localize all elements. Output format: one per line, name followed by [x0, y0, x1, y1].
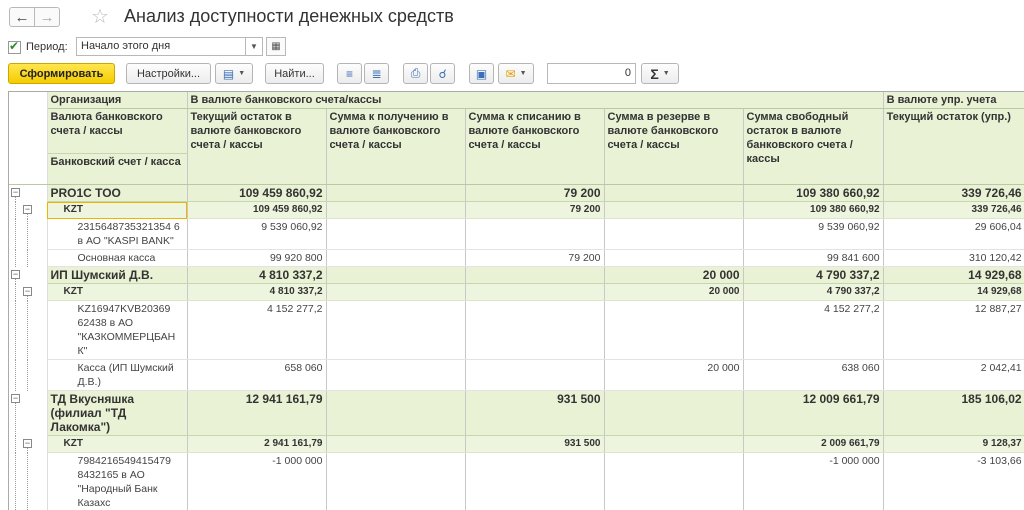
account-row[interactable] [9, 453, 1024, 510]
free-balance-cell[interactable]: 4 790 337,2 [743, 267, 883, 284]
column-group-account-currency[interactable]: В валюте банковского счета/кассы [187, 92, 883, 109]
current-balance-cell[interactable]: 4 810 337,2 [187, 267, 326, 284]
organization-row[interactable] [9, 185, 1024, 202]
star-icon[interactable]: ☆ [91, 6, 109, 28]
tree-gutter-cell [9, 360, 47, 391]
toolbar [0, 63, 1024, 85]
chevron-down-icon: ▼ [662, 70, 670, 77]
tree-gutter-cell [9, 391, 47, 436]
account-row[interactable] [9, 250, 1024, 267]
free-balance-cell[interactable]: 4 790 337,2 [743, 284, 883, 301]
free-balance-cell[interactable]: 99 841 600 [743, 250, 883, 267]
tree-gutter-cell [9, 219, 47, 250]
collapse-groups-button[interactable] [364, 63, 389, 84]
find-button[interactable]: Найти... [265, 63, 324, 84]
current-balance-mgmt-cell[interactable]: 185 106,02 [883, 391, 1024, 436]
tree-line [27, 360, 28, 391]
calendar-icon: ▦ [271, 41, 281, 52]
free-balance-cell[interactable]: 109 380 660,92 [743, 185, 883, 202]
current-balance-cell[interactable]: 658 060 [187, 360, 326, 391]
report-variant-icon: ▤ [222, 66, 235, 81]
current-balance-cell[interactable]: 109 459 860,92 [187, 202, 326, 219]
tree-gutter-cell [9, 267, 47, 284]
to-receive-cell[interactable] [326, 219, 465, 250]
to-receive-cell[interactable] [326, 185, 465, 202]
sigma-icon: Σ [650, 65, 659, 82]
back-button[interactable] [9, 7, 35, 27]
tree-gutter-cell [9, 185, 47, 202]
to-write-off-cell[interactable]: 79 200 [465, 185, 604, 202]
account-row[interactable] [9, 301, 1024, 360]
current-balance-cell[interactable]: 4 152 277,2 [187, 301, 326, 360]
organization-name[interactable]: PRO1C ТОО [47, 185, 187, 202]
tree-line [27, 453, 28, 510]
to-write-off-cell[interactable]: 931 500 [465, 436, 604, 453]
floppy-disk-icon: ▣ [475, 66, 488, 81]
tree-gutter-cell [9, 284, 47, 301]
print-button[interactable] [403, 63, 428, 84]
current-balance-cell[interactable]: 99 920 800 [187, 250, 326, 267]
report-grid[interactable] [8, 91, 1024, 510]
current-balance-mgmt-cell[interactable]: 9 128,37 [883, 436, 1024, 453]
tree-collapse-icon: ≣ [371, 66, 382, 81]
printer-icon: ⎙ [410, 66, 421, 80]
organization-row[interactable] [9, 267, 1024, 284]
tree-line [15, 301, 16, 360]
generate-button[interactable]: Сформировать [8, 63, 115, 84]
report-table [9, 92, 1024, 510]
collapse-group-icon[interactable]: − [12, 268, 19, 279]
to-write-off-cell[interactable] [465, 219, 604, 250]
current-balance-mgmt-cell[interactable]: 2 042,41 [883, 360, 1024, 391]
arrow-right-icon: → [39, 8, 55, 26]
collapse-group-icon[interactable]: − [12, 392, 19, 403]
reserved-cell[interactable] [604, 453, 743, 510]
tree-line [15, 453, 16, 510]
account-name[interactable]: 7984216549415479 8432165 в АО "Народный Банк Казахс [47, 453, 187, 510]
chevron-down-icon: ▼ [238, 70, 246, 77]
reserved-cell[interactable] [604, 250, 743, 267]
currency-row[interactable] [9, 202, 1024, 219]
tree-line [15, 284, 16, 301]
organization-name[interactable]: ТД Вкусняшка (филиал "ТД Лакомка") [47, 391, 187, 436]
current-balance-mgmt-cell[interactable]: 14 929,68 [883, 267, 1024, 284]
to-receive-cell[interactable] [326, 360, 465, 391]
page-title: Анализ доступности денежных средств [124, 6, 454, 26]
title-bar [0, 0, 1024, 34]
current-balance-cell[interactable]: 2 941 161,79 [187, 436, 326, 453]
account-name[interactable]: Касса (ИП Шумский Д.В.) [47, 360, 187, 391]
collapse-group-icon[interactable]: − [12, 187, 19, 197]
tree-gutter-cell [9, 453, 47, 510]
period-row [8, 37, 281, 57]
to-write-off-cell[interactable] [465, 284, 604, 301]
tree-line [27, 250, 28, 267]
collapse-group-icon[interactable]: − [24, 203, 31, 214]
to-write-off-cell[interactable]: 931 500 [465, 391, 604, 436]
print-preview-icon: ☌ [438, 66, 447, 81]
save-button[interactable] [469, 63, 494, 84]
column-group-organization[interactable]: Организация [47, 92, 187, 109]
tree-line [15, 219, 16, 250]
column-header-to-write-off[interactable]: Сумма к списанию в валюте банковского счета / кассы [465, 109, 604, 185]
tree-line [27, 219, 28, 250]
period-label: Период: [26, 41, 68, 53]
period-input[interactable]: Начало этого дня [76, 37, 246, 56]
current-balance-mgmt-cell[interactable]: 12 887,27 [883, 301, 1024, 360]
currency-row[interactable] [9, 436, 1024, 453]
reserved-cell[interactable]: 20 000 [604, 284, 743, 301]
reserved-cell[interactable] [604, 436, 743, 453]
period-dropdown-button[interactable] [246, 37, 263, 56]
account-row[interactable] [9, 360, 1024, 391]
current-balance-cell[interactable]: 9 539 060,92 [187, 219, 326, 250]
envelope-icon: ✉ [505, 66, 516, 81]
to-receive-cell[interactable] [326, 301, 465, 360]
currency-code[interactable]: KZT [47, 436, 187, 453]
arrow-left-icon: ← [14, 8, 30, 26]
current-balance-mgmt-cell[interactable]: 339 726,46 [883, 202, 1024, 219]
to-receive-cell[interactable] [326, 391, 465, 436]
current-balance-cell[interactable]: 12 941 161,79 [187, 391, 326, 436]
reserved-cell[interactable] [604, 391, 743, 436]
to-write-off-cell[interactable]: 79 200 [465, 202, 604, 219]
free-balance-cell[interactable]: -1 000 000 [743, 453, 883, 510]
collapse-group-icon[interactable]: − [24, 285, 31, 296]
tree-gutter-cell [9, 301, 47, 360]
tree-line [15, 250, 16, 267]
period-checkbox[interactable] [8, 41, 21, 54]
to-write-off-cell[interactable] [465, 267, 604, 284]
tree-line [15, 202, 16, 219]
to-receive-cell[interactable] [326, 250, 465, 267]
chevron-down-icon: ▼ [519, 70, 527, 77]
column-header-currency[interactable]: Валюта банковского счета / кассы [47, 109, 187, 154]
variants-button[interactable] [215, 63, 253, 84]
sum-field[interactable]: 0 [547, 63, 636, 84]
collapse-group-icon[interactable]: − [24, 437, 31, 448]
account-row[interactable] [9, 219, 1024, 250]
to-receive-cell[interactable] [326, 453, 465, 510]
to-write-off-cell[interactable]: 79 200 [465, 250, 604, 267]
reserved-cell[interactable] [604, 301, 743, 360]
calendar-button[interactable] [266, 37, 286, 56]
reserved-cell[interactable] [604, 185, 743, 202]
column-header-current-balance[interactable]: Текущий остаток в валюте банковского счета / кассы [187, 109, 326, 185]
column-header-to-receive[interactable]: Сумма к получению в валюте банковского счета / кассы [326, 109, 465, 185]
to-write-off-cell[interactable] [465, 301, 604, 360]
to-receive-cell[interactable] [326, 436, 465, 453]
current-balance-cell[interactable]: 109 459 860,92 [187, 185, 326, 202]
column-group-management-currency[interactable]: В валюте упр. учета [883, 92, 1024, 109]
currency-code[interactable]: KZT [47, 284, 187, 301]
free-balance-cell[interactable]: 109 380 660,92 [743, 202, 883, 219]
reserved-cell[interactable]: 20 000 [604, 360, 743, 391]
tree-gutter-header [9, 92, 47, 185]
reserved-cell[interactable] [604, 202, 743, 219]
tree-gutter-cell [9, 202, 47, 219]
tree-line [27, 301, 28, 360]
forward-button[interactable] [34, 7, 60, 27]
column-header-free-balance[interactable]: Сумма свободный остаток в валюте банковского счета / кассы [743, 109, 883, 185]
current-balance-mgmt-cell[interactable]: 14 929,68 [883, 284, 1024, 301]
settings-button[interactable]: Настройки... [126, 63, 211, 84]
tree-gutter-cell [9, 436, 47, 453]
current-balance-cell[interactable]: -1 000 000 [187, 453, 326, 510]
reserved-cell[interactable] [604, 219, 743, 250]
current-balance-mgmt-cell[interactable]: 339 726,46 [883, 185, 1024, 202]
to-receive-cell[interactable] [326, 284, 465, 301]
preview-button[interactable] [430, 63, 455, 84]
current-balance-cell[interactable]: 4 810 337,2 [187, 284, 326, 301]
tree-line [15, 360, 16, 391]
column-header-bank-account[interactable]: Банковский счет / касса [47, 154, 187, 185]
free-balance-cell[interactable]: 4 152 277,2 [743, 301, 883, 360]
current-balance-mgmt-cell[interactable]: -3 103,66 [883, 453, 1024, 510]
free-balance-cell[interactable]: 638 060 [743, 360, 883, 391]
currency-row[interactable] [9, 284, 1024, 301]
current-balance-mgmt-cell[interactable]: 29 606,04 [883, 219, 1024, 250]
sum-mode-button[interactable] [641, 63, 679, 84]
chevron-down-icon: ▼ [250, 42, 258, 51]
send-email-button[interactable] [498, 63, 534, 84]
to-write-off-cell[interactable] [465, 453, 604, 510]
to-receive-cell[interactable] [326, 267, 465, 284]
free-balance-cell[interactable]: 2 009 661,79 [743, 436, 883, 453]
account-name[interactable]: 2315648735321354 6 в АО "KASPI BANK" [47, 219, 187, 250]
column-header-current-balance-mgmt[interactable]: Текущий остаток (упр.) [883, 109, 1024, 185]
free-balance-cell[interactable]: 9 539 060,92 [743, 219, 883, 250]
current-balance-mgmt-cell[interactable]: 310 120,42 [883, 250, 1024, 267]
account-name[interactable]: Основная касса [47, 250, 187, 267]
tree-gutter-cell [9, 250, 47, 267]
reserved-cell[interactable]: 20 000 [604, 267, 743, 284]
to-receive-cell[interactable] [326, 202, 465, 219]
tree-line [15, 403, 16, 436]
expand-groups-button[interactable] [337, 63, 362, 84]
free-balance-cell[interactable]: 12 009 661,79 [743, 391, 883, 436]
account-name[interactable]: KZ16947KVB20369 62438 в АО "КАЗКОММЕРЦБАН К" [47, 301, 187, 360]
organization-row[interactable] [9, 391, 1024, 436]
tree-expand-icon: ≡ [345, 66, 353, 81]
organization-name[interactable]: ИП Шумский Д.В. [47, 267, 187, 284]
to-write-off-cell[interactable] [465, 360, 604, 391]
column-header-reserved[interactable]: Сумма в резерве в валюте банковского счета / кассы [604, 109, 743, 185]
currency-code[interactable]: KZT [47, 202, 187, 219]
tree-line [15, 436, 16, 453]
